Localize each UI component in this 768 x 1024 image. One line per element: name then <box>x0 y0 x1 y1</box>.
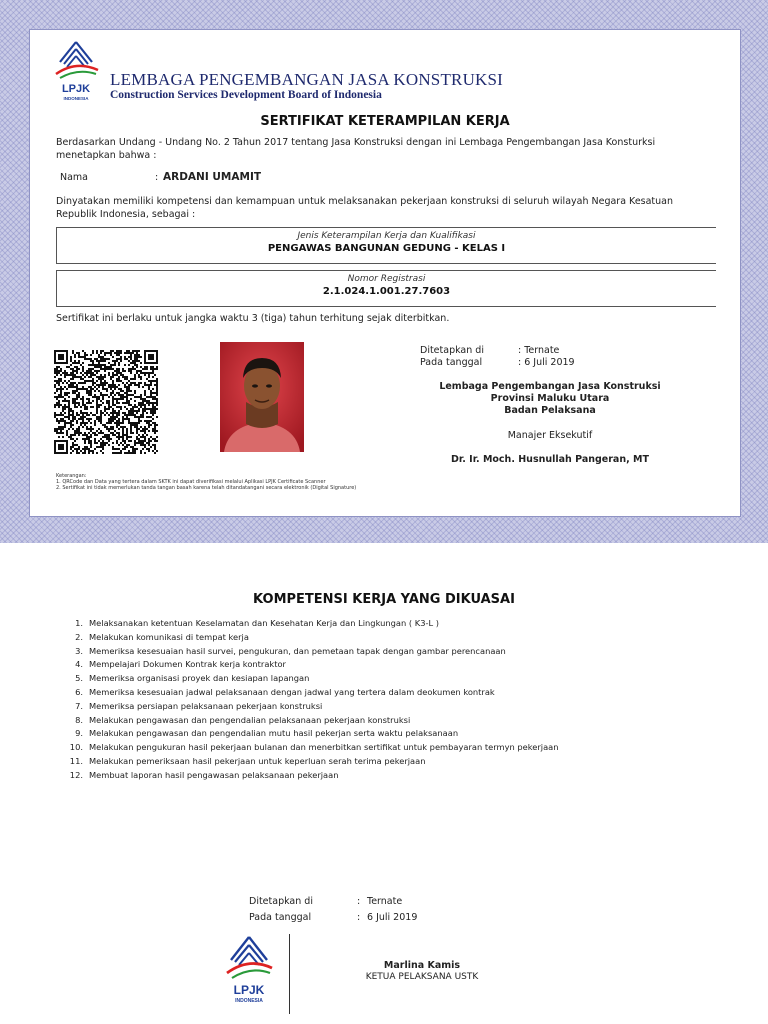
competency-text: Memeriksa kesesuaian hasil survei, pengukuran, dan pemetaan tapak dengan gambar perencanaan <box>89 645 506 656</box>
competency-number: 6. <box>75 686 83 697</box>
issuer-line-2: Provinsi Maluku Utara <box>490 393 610 404</box>
competency-number: 10. <box>69 742 83 753</box>
p2-place-value: Ternate <box>367 896 403 907</box>
statement-text: Dinyatakan memiliki kompetensi dan kemampuan untuk melaksanakan pekerjaan konstruksi di seluruh wilayah Negara Kesatuan Republik Indonesia, sebagai : <box>56 196 674 220</box>
competency-number: 1. <box>75 618 83 628</box>
competency-number: 2. <box>75 631 83 642</box>
bottom-logo-subtext: INDONESIA <box>235 998 263 1004</box>
p2-place-colon: : <box>357 896 361 907</box>
competency-number: 12. <box>69 769 83 780</box>
competency-text: Melakukan pengukuran hasil pekerjaan bulanan dan menerbitkan sertifikat untuk pembayaran termyn pekerjaan <box>89 742 559 753</box>
competency-item <box>62 741 562 755</box>
competency-item <box>62 631 562 645</box>
p2-date-value: 6 Juli 2019 <box>367 912 418 923</box>
note-1: 1. QRCode dan Data yang tertera dalam SKTK ini dapat diverifikasi melalui Aplikasi LPJK Certificate Scanner <box>56 479 326 485</box>
notes <box>56 473 356 491</box>
skill-box <box>56 227 716 264</box>
competency-number: 3. <box>75 645 83 656</box>
competency-item <box>62 755 562 769</box>
competency-text: Melakukan pengawasan dan pengendalian pelaksanaan pekerjaan konstruksi <box>89 714 411 725</box>
p2-signer-name: Marlina Kamis <box>383 960 461 971</box>
skill-value: PENGAWAS BANGUNAN GEDUNG - KELAS I <box>267 243 506 254</box>
holder-photo <box>220 342 304 452</box>
competency-item <box>62 645 562 659</box>
notes-title: Keterangan: <box>56 473 87 479</box>
place-value: : Ternate <box>518 345 560 356</box>
certificate-page <box>30 30 740 516</box>
competencies-title: KOMPETENSI KERJA YANG DIKUASAI <box>253 592 515 607</box>
signer-name: Dr. Ir. Moch. Husnullah Pangeran, MT <box>451 454 649 465</box>
logo-subtext: INDONESIA <box>63 96 89 101</box>
note-2: 2. Sertifikat ini tidak memerlukan tanda tangan basah karena telah ditandatangani secara elektronik (Digital Signature) <box>56 485 357 491</box>
competency-item <box>62 686 562 700</box>
lpjk-logo-icon <box>52 40 100 104</box>
qr-code-icon <box>54 350 158 454</box>
competency-item <box>62 700 562 714</box>
date-label: Pada tanggal <box>420 357 483 368</box>
intro-text: Berdasarkan Undang - Undang No. 2 Tahun 2017 tentang Jasa Konstruksi dengan ini Lembaga Pengembangan Jasa Konsturksi menetapkan bahwa : <box>56 137 656 161</box>
competency-text: Melakukan pemeriksaan hasil pekerjaan untuk keperluan serah terima pekerjaan <box>89 755 426 766</box>
registration-label: Nomor Registrasi <box>347 274 426 284</box>
p2-place-label: Ditetapkan di <box>249 896 313 907</box>
issuer-line-1: Lembaga Pengembangan Jasa Konstruksi <box>439 381 661 392</box>
certificate-title: SERTIFIKAT KETERAMPILAN KERJA <box>260 114 510 129</box>
competency-text: Memeriksa persiapan pelaksanaan pekerjaan konstruksi <box>89 700 323 711</box>
competency-item <box>62 769 562 783</box>
competency-number: 4. <box>75 659 83 670</box>
competency-number: 5. <box>75 673 83 684</box>
divider <box>289 934 290 1014</box>
p2-date-colon: : <box>357 912 361 923</box>
competency-item <box>62 672 562 686</box>
p2-date-label: Pada tanggal <box>249 912 312 923</box>
issuer-line-3: Badan Pelaksana <box>504 405 596 416</box>
signer-role: Manajer Eksekutif <box>507 430 593 441</box>
competency-list <box>62 617 562 783</box>
competency-number: 11. <box>69 755 83 766</box>
competency-number: 7. <box>75 700 83 711</box>
holder-name: ARDANI UMAMIT <box>163 171 262 183</box>
org-subtitle: Construction Services Development Board of Indonesia <box>110 89 382 101</box>
competency-text: Membuat laporan hasil pengawasan pelaksanaan pekerjaan <box>89 769 339 780</box>
competency-item <box>62 617 562 631</box>
competency-text: Memeriksa kesesuaian jadwal pelaksanaan dengan jadwal yang tertera dalam deokumen kontrak <box>89 686 495 697</box>
lpjk-logo-bottom-icon <box>224 934 274 1006</box>
competency-text: Melaksanakan ketentuan Keselamatan dan Kesehatan Kerja dan Lingkungan ( K3-L ) <box>89 618 439 628</box>
place-label: Ditetapkan di <box>420 345 484 356</box>
org-name: LEMBAGA PENGEMBANGAN JASA KONSTRUKSI <box>110 70 504 89</box>
validity-text: Sertifikat ini berlaku untuk jangka waktu 3 (tiga) tahun terhitung sejak diterbitkan. <box>56 313 450 324</box>
registration-box <box>56 270 716 307</box>
competency-number: 8. <box>75 714 83 725</box>
date-value: : 6 Juli 2019 <box>518 357 575 368</box>
name-colon: : <box>155 172 159 183</box>
competency-text: Memeriksa organisasi proyek dan kesiapan lapangan <box>89 673 310 684</box>
competency-text: Melakukan komunikasi di tempat kerja <box>89 631 249 642</box>
competency-item <box>62 714 562 728</box>
competency-text: Melakukan pengawasan dan pengendalian mutu hasil pekerjan serta waktu pelaksanaan <box>89 728 459 739</box>
competency-number: 9. <box>75 728 83 739</box>
p2-signer-title: KETUA PELAKSANA USTK <box>365 972 479 982</box>
bottom-logo-text: LPJK <box>233 983 265 997</box>
skill-label: Jenis Keterampilan Kerja dan Kualifikasi <box>297 231 476 241</box>
competency-item <box>62 727 562 741</box>
logo-text: LPJK <box>61 83 91 95</box>
registration-number: 2.1.024.1.001.27.7603 <box>322 286 451 297</box>
competency-text: Mempelajari Dokumen Kontrak kerja kontraktor <box>89 659 286 670</box>
competency-item <box>62 658 562 672</box>
name-label: Nama <box>60 172 89 183</box>
